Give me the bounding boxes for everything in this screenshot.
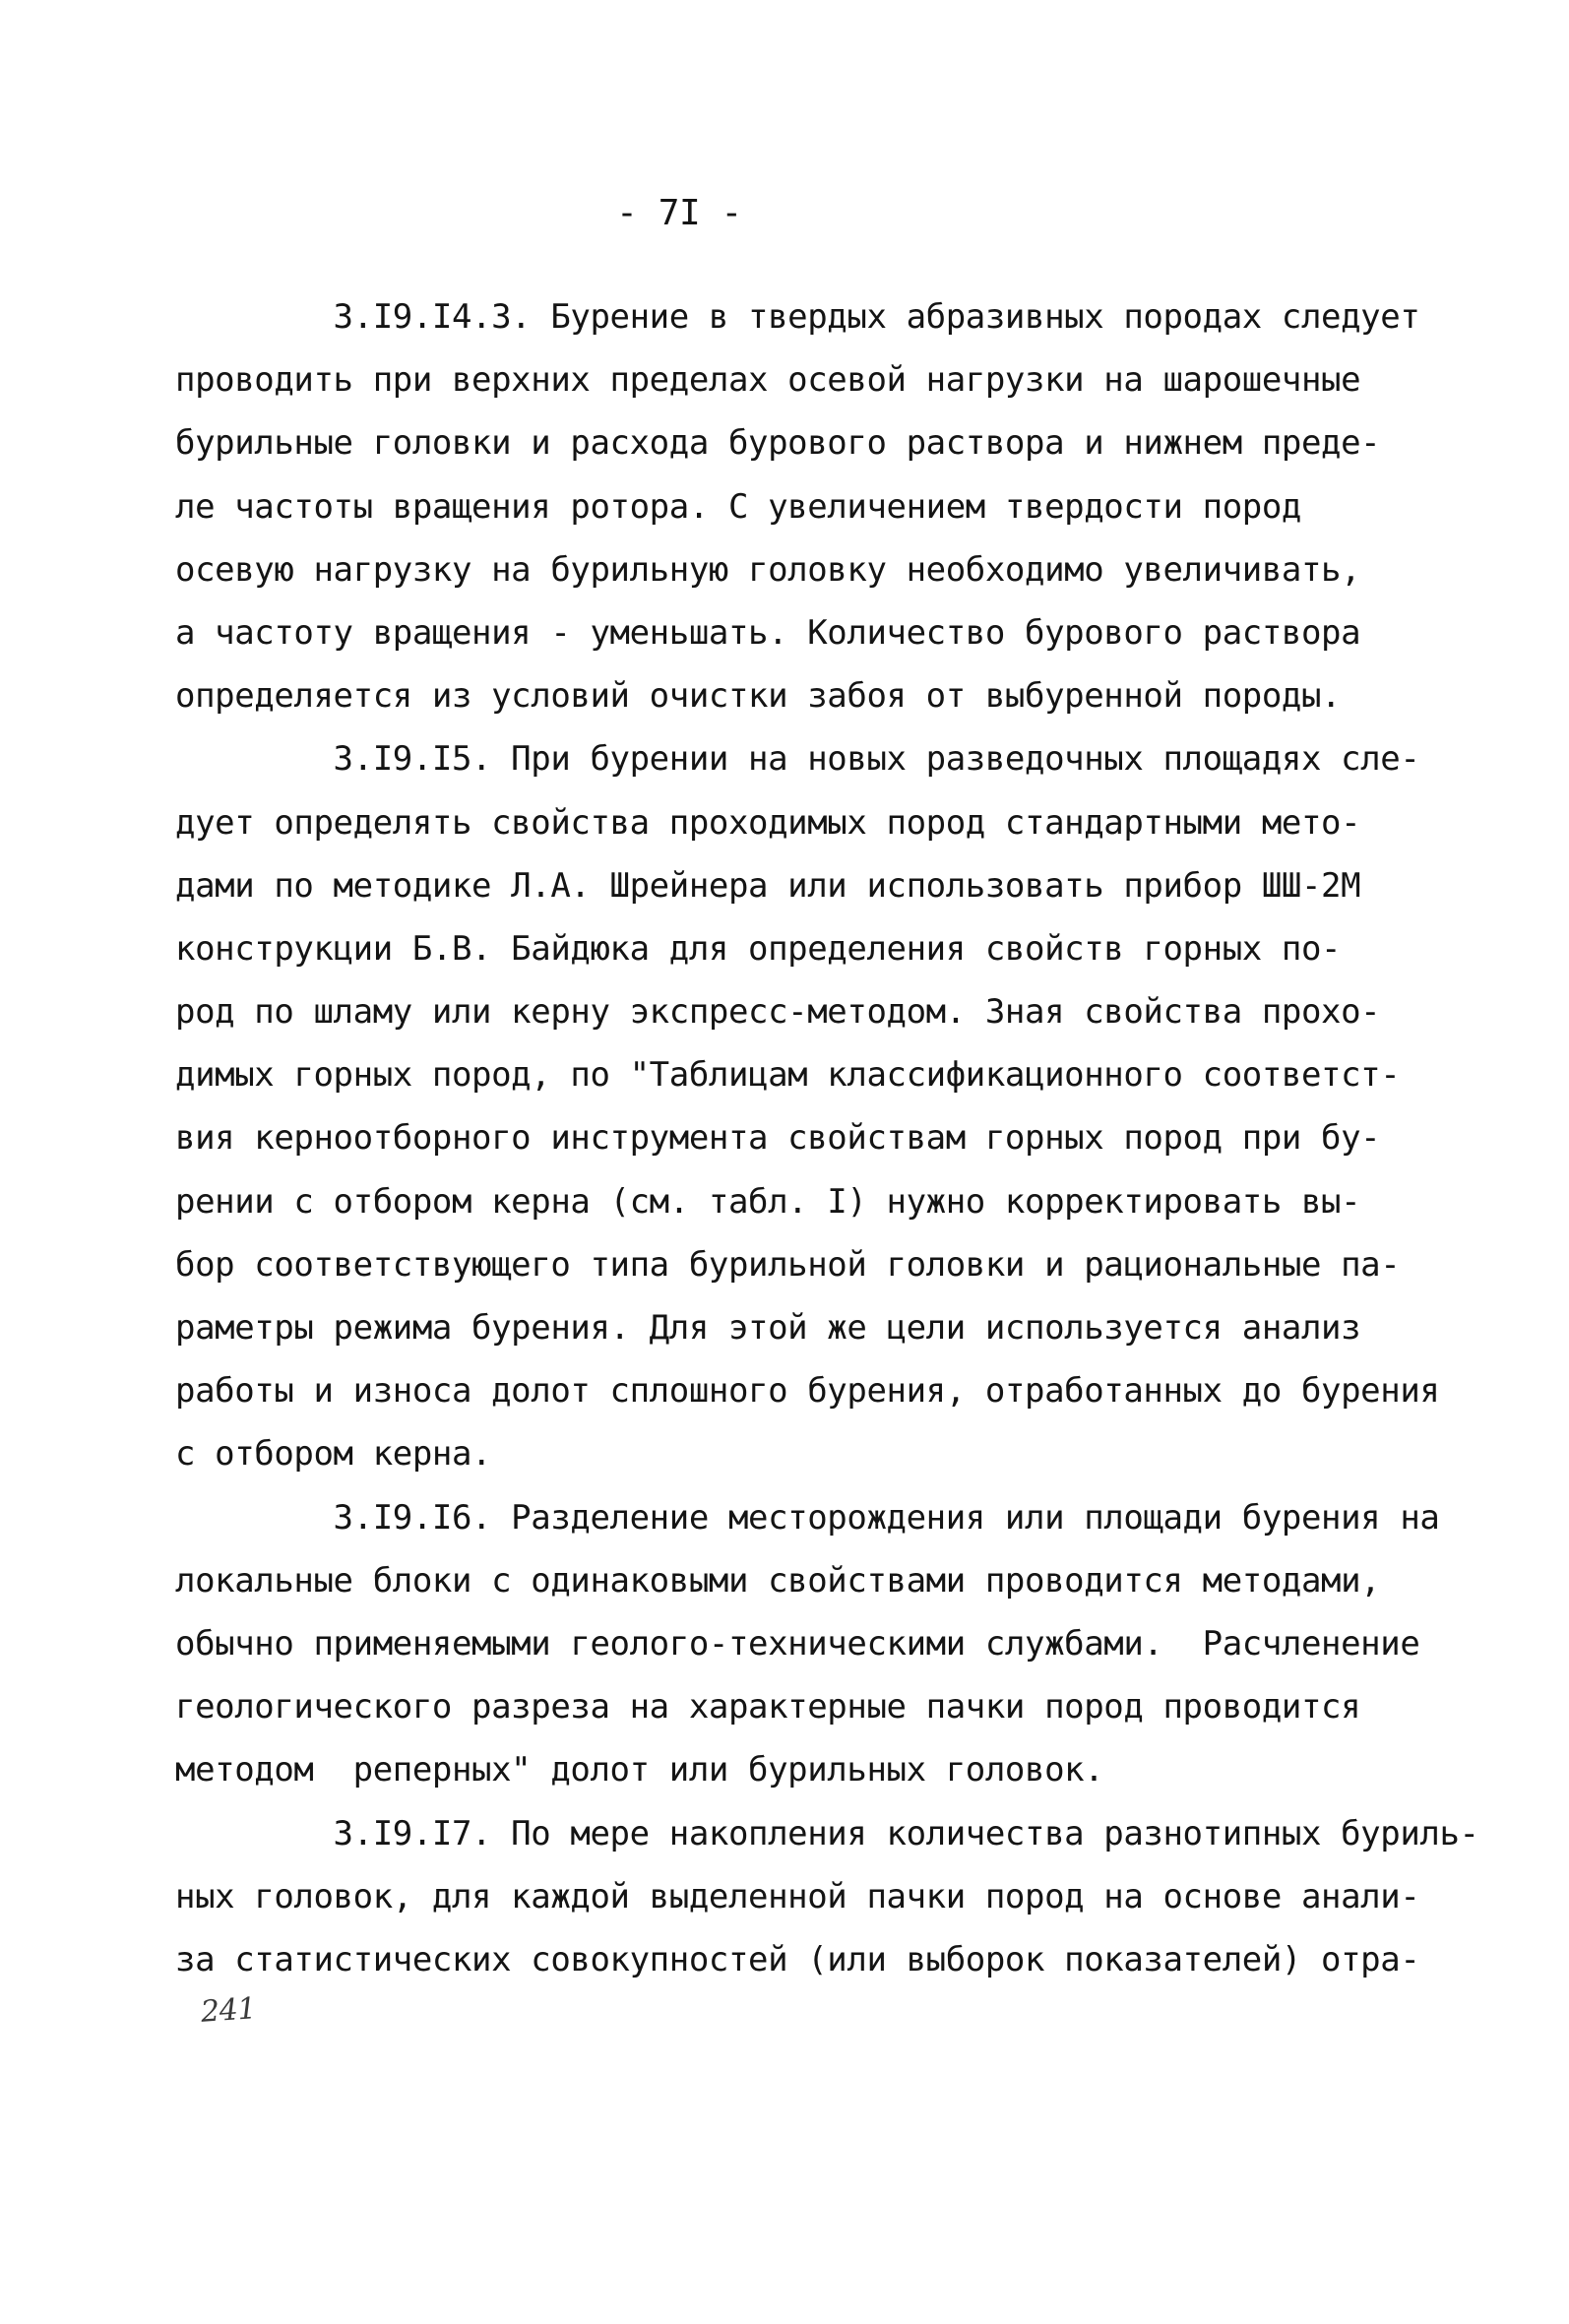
page-number: - 7I - (616, 193, 742, 233)
text-line: ле частоты вращения ротора. С увеличением твердости пород (175, 486, 1301, 527)
text-line: конструкции Б.В. Байдюка для определения свойств горных по- (175, 928, 1342, 969)
text-line: обычно применяемыми геолого-техническими службами. Расчленение (175, 1623, 1420, 1664)
text-line: а частоту вращения - уменьшать. Количество бурового раствора (175, 612, 1361, 653)
text-line: рении с отбором керна (см. табл. I) нужно корректировать вы- (175, 1181, 1361, 1222)
text-line: 3.I9.I4.3. Бурение в твердых абразивных породах следует (175, 297, 1420, 337)
text-body (175, 285, 1479, 1991)
text-line: 3.I9.I6. Разделение месторождения или площади бурения на (175, 1497, 1440, 1538)
text-line: род по шламу или керну экспресс-методом. Зная свойства прохо- (175, 992, 1381, 1033)
text-line: дами по методике Л.А. Шрейнера или использовать прибор ШШ-2М (175, 865, 1361, 906)
text-line: определяется из условий очистки забоя от выбуренной породы. (175, 676, 1342, 717)
text-line: 3.I9.I7. По мере накопления количества разнотипных буриль- (175, 1813, 1479, 1853)
text-line: 3.I9.I5. При бурении на новых разведочных площадях сле- (175, 739, 1420, 780)
handwritten-page-note: 241 (199, 1991, 258, 2030)
text-line: ных головок, для каждой выделенной пачки пород на основе анали- (175, 1876, 1420, 1916)
text-line: дует определять свойства проходимых пород стандартными мето- (175, 802, 1361, 843)
text-line: за статистических совокупностей (или выборок показателей) отра- (175, 1939, 1420, 1979)
text-line: проводить при верхних пределах осевой нагрузки на шарошечные (175, 360, 1361, 401)
text-line: димых горных пород, по "Таблицам классификационного соответст- (175, 1055, 1401, 1096)
text-line: с отбором керна. (175, 1434, 492, 1475)
text-line: локальные блоки с одинаковыми свойствами проводится методами, (175, 1560, 1381, 1601)
text-line: геологического разреза на характерные пачки пород проводится (175, 1687, 1361, 1727)
text-line: осевую нагрузку на бурильную головку необходимо увеличивать, (175, 549, 1361, 590)
text-line: бор соответствующего типа бурильной головки и рациональные па- (175, 1244, 1401, 1285)
text-line: вия керноотборного инструмента свойствам горных пород при бу- (175, 1118, 1381, 1159)
text-line: бурильные головки и расхода бурового раствора и нижнем преде- (175, 423, 1381, 464)
text-line: раметры режима бурения. Для этой же цели используется анализ (175, 1308, 1361, 1348)
text-line: методом реперных" долот или бурильных головок. (175, 1750, 1104, 1790)
text-line: работы и износа долот сплошного бурения, отработанных до бурения (175, 1371, 1440, 1412)
